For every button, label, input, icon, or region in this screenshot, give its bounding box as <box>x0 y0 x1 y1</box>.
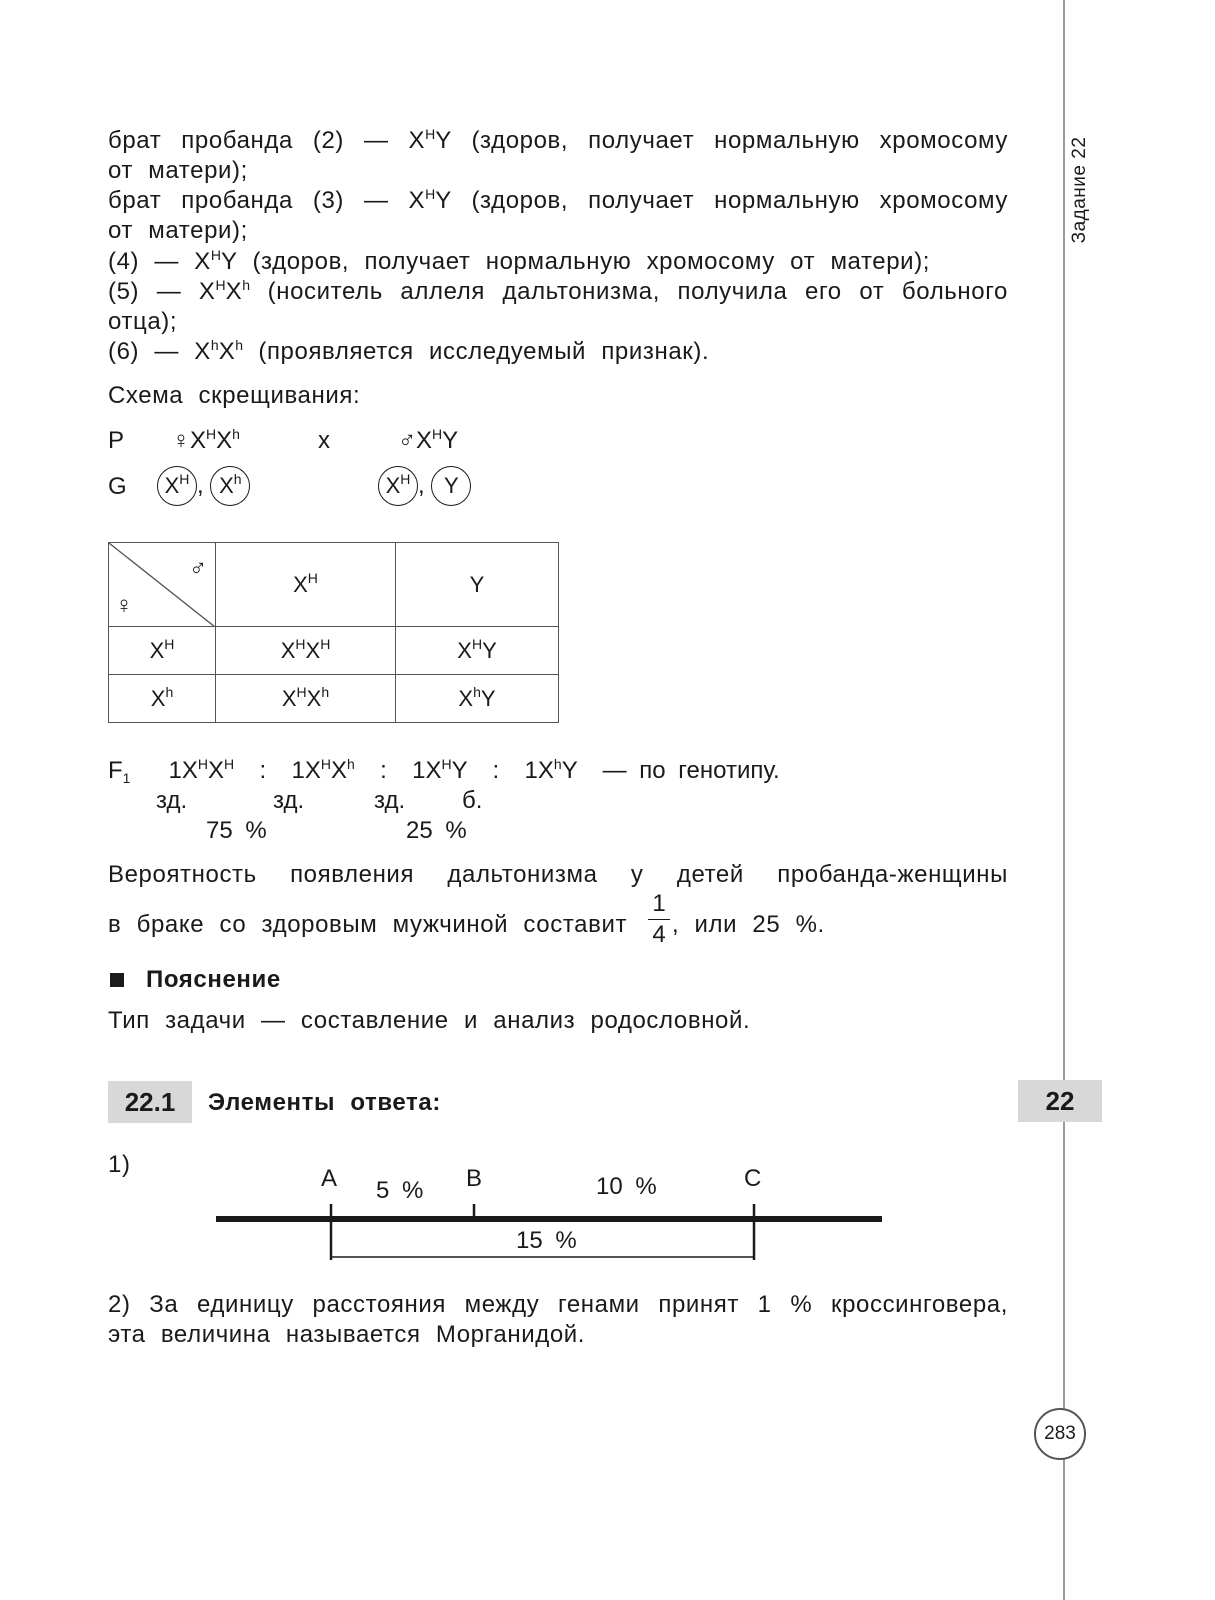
text-line: брат пробанда (2) — $X^HY$ (здоров, получает нормальную хромосому <box>108 126 1008 154</box>
phenotype-label: зд. <box>374 787 406 814</box>
answer-item-1: 1) <box>108 1151 131 1178</box>
punnett-row-header: $X^h$ <box>109 675 216 723</box>
fraction-numerator: 1 <box>652 890 666 917</box>
text-line: брат пробанда (3) — $X^HY$ (здоров, получает нормальную хромосому <box>108 186 1008 214</box>
distance-ab: 5 % <box>376 1177 424 1204</box>
female-gametes: $X^H$ , $X^h$ <box>157 466 250 506</box>
gene-c-label: C <box>744 1165 762 1192</box>
phenotype-label: зд. <box>273 787 305 814</box>
punnett-square <box>108 542 559 723</box>
sidebar-rule <box>1063 0 1065 1600</box>
text-line: отца); <box>108 308 178 335</box>
text-line: (4) — $X^HY$ (здоров, получает нормальную хромосому от матери); <box>108 247 931 275</box>
answer-heading: Элементы ответа: <box>208 1089 441 1116</box>
page-number: 283 <box>1034 1408 1086 1460</box>
percent-affected: 25 % <box>406 817 467 844</box>
fraction-denominator: 4 <box>652 921 666 948</box>
fraction-one-quarter <box>646 890 672 949</box>
gamete-y: Y <box>431 466 471 506</box>
punnett-col-header: Y <box>396 543 559 627</box>
gametes-label: G <box>108 473 127 500</box>
explanation-text: Тип задачи — составление и анализ родословной. <box>108 1007 751 1034</box>
gene-b-label: B <box>466 1165 483 1192</box>
punnett-cell: $X^HY$ <box>396 627 559 675</box>
male-parent: $♂X^HY$ <box>398 426 459 454</box>
distance-bc: 10 % <box>596 1173 657 1200</box>
parents-label: P <box>108 427 125 454</box>
distance-ac: 15 % <box>516 1227 577 1254</box>
punnett-corner <box>109 543 216 627</box>
cross-symbol: x <box>318 427 330 454</box>
phenotype-label: зд. <box>156 787 188 814</box>
punnett-row-header: $X^H$ <box>109 627 216 675</box>
sidebar-task-number: 22 <box>1018 1080 1102 1122</box>
fraction-bar <box>648 919 670 920</box>
scheme-title: Схема скрещивания: <box>108 382 361 409</box>
answer-item-2-cont: эта величина называется Морганидой. <box>108 1321 586 1348</box>
explanation-heading: Пояснение <box>146 966 281 993</box>
gamete-xh-dominant: $X^H$ <box>157 466 197 506</box>
punnett-cell: $X^HX^h$ <box>216 675 396 723</box>
punnett-cell: $X^hY$ <box>396 675 559 723</box>
gamete-xh-recessive: $X^h$ <box>210 466 250 506</box>
male-gametes: $X^H$ , Y <box>378 466 471 506</box>
answer-number: 22.1 <box>108 1081 192 1123</box>
gene-a-label: A <box>321 1165 338 1192</box>
text-line: (5) — $X^HX^h$ (носитель аллеля дальтонизма, получила его от больного <box>108 277 1008 305</box>
male-symbol-icon: ♂ <box>189 555 207 582</box>
punnett-col-header: $X^H$ <box>216 543 396 627</box>
punnett-cell: $X^HX^H$ <box>216 627 396 675</box>
probability-line-2: в браке со здоровым мужчиной составит <box>108 911 628 938</box>
percent-healthy: 75 % <box>206 817 267 844</box>
text-line: от матери); <box>108 157 248 184</box>
female-parent: $♀X^HX^h$ <box>172 426 240 454</box>
probability-result: , или 25 %. <box>672 911 825 938</box>
answer-item-2: 2) За единицу расстояния между генами принят 1 % кроссинговера, <box>108 1291 1008 1318</box>
sidebar-task-label: Задание 22 <box>1069 136 1090 244</box>
phenotype-label: б. <box>462 787 483 814</box>
f1-genotype-ratio: $F_1$ $1X^HX^H$ : $1X^HX^h$ : $1X^HY$ : $1X^hY$ — по генотипу. <box>108 756 780 786</box>
gamete-xh-dominant: $X^H$ <box>378 466 418 506</box>
probability-line: Вероятность появления дальтонизма у детей пробанда-женщины <box>108 861 1008 888</box>
text-line: (6) — $X^hX^h$ (проявляется исследуемый признак). <box>108 337 710 365</box>
female-symbol-icon: ♀ <box>115 592 133 619</box>
text-line: от матери); <box>108 217 248 244</box>
square-bullet-icon <box>110 973 124 987</box>
